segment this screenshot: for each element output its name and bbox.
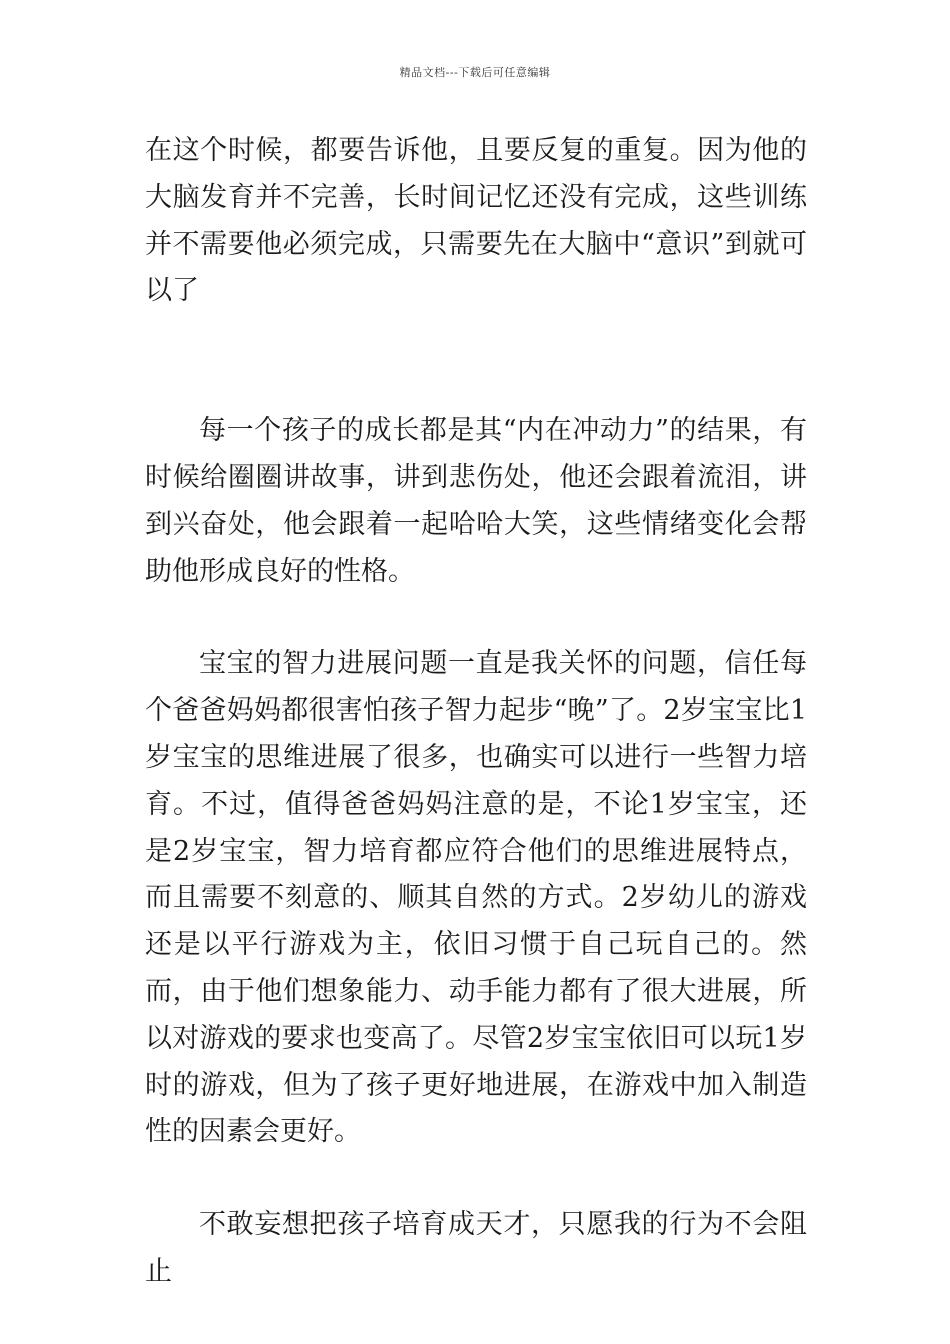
document-body: [145, 128, 807, 1296]
paragraph-1: 在这个时候，都要告诉他，且要反复的重复。因为他的大脑发育并不完善，长时间记忆还没有完成，这些训练并不需要他必须完成，只需要先在大脑中“意识”到就可以了: [145, 135, 807, 307]
paragraph-3: 宝宝的智力进展问题一直是我关怀的问题，信任每个爸爸妈妈都很害怕孩子智力起步“晚”了。2岁宝宝比1岁宝宝的思维进展了很多，也确实可以进行一些智力培育。不过，值得爸爸妈妈注意的是，不论1岁宝宝，还是2岁宝宝，智力培育都应符合他们的思维进展特点，而且需要不刻意的、顺其自然的方式。2岁幼儿的游戏还是以平行游戏为主，依旧习惯于自己玩自己的。然而，由于他们想象能力、动手能力都有了很大进展，所以对游戏的要求也变高了。尽管2岁宝宝依旧可以玩1岁时的游戏，但为了孩子更好地进展，在游戏中加入制造性的因素会更好。: [145, 648, 807, 1148]
page-header: 精品文档---下载后可任意编辑: [399, 66, 551, 79]
paragraph-4: 不敢妄想把孩子培育成天才，只愿我的行为不会阻止: [145, 1209, 807, 1287]
paragraph-2: 每一个孩子的成长都是其“内在冲动力”的结果，有时候给圈圈讲故事，讲到悲伤处，他还会跟着流泪，讲到兴奋处，他会跟着一起哈哈大笑，这些情绪变化会帮助他形成良好的性格。: [145, 415, 807, 587]
